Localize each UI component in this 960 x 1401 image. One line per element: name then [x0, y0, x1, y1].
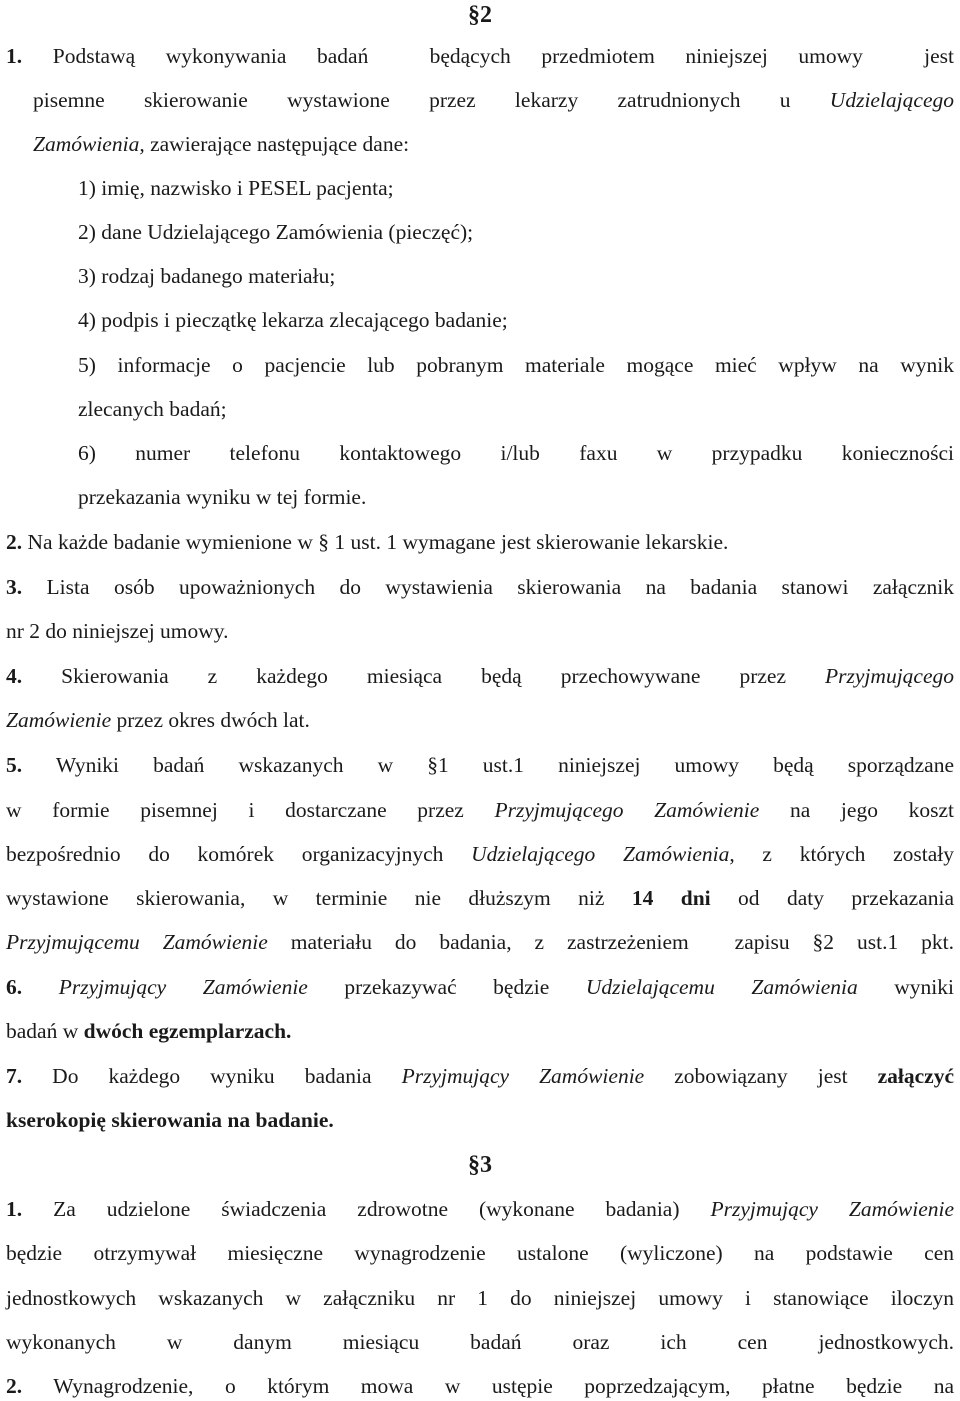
list-item-6-cont: przekazania wyniku w tej formie.	[78, 485, 367, 509]
text: Wyniki badań wskazanych w §1 ust.1 niniejszej umowy będą sporządzane	[55, 753, 954, 777]
paragraph-7-line-2: kserokopię skierowania na badanie.	[6, 1108, 334, 1132]
paragraph-number: 2.	[6, 1374, 23, 1398]
paragraph-1-line-1	[6, 41, 954, 71]
text-italic: Przyjmujący Zamówienie	[58, 975, 308, 999]
text: bezpośrednio do komórek organizacyjnych	[6, 842, 472, 866]
text-bold: 14 dni	[631, 886, 711, 910]
text-italic: Przyjmującego Zamówienie	[494, 798, 760, 822]
paragraph-2	[6, 527, 954, 557]
list-item-5: 5) informacje o pacjencie lub pobranym materiale mogące mieć wpływ na wynik	[78, 353, 954, 377]
section3-paragraph-1-line-3: jednostkowych wskazanych w załączniku nr 1 do niniejszej umowy i stanowiące iloczyn	[6, 1286, 954, 1310]
section3-paragraph-1-line-4: wykonanych w danym miesiącu badań oraz ich cen jednostkowych.	[6, 1330, 954, 1354]
text-italic: Przyjmujący Zamówienie	[401, 1064, 645, 1088]
paragraph-3-line-2: nr 2 do niniejszej umowy.	[6, 619, 229, 643]
list-item-6: 6) numer telefonu kontaktowego i/lub faxu w przypadku konieczności	[78, 441, 954, 465]
paragraph-5-line-2	[6, 795, 954, 825]
paragraph-number: 6.	[6, 975, 23, 999]
text: Do każdego wyniku badania	[52, 1064, 402, 1088]
text-italic: Udzielającego Zamówienia	[471, 842, 730, 866]
section3-paragraph-2-line-1	[6, 1371, 954, 1401]
text: przekazywać będzie	[307, 975, 586, 999]
list-item-1: 1) imię, nazwisko i PESEL pacjenta;	[78, 176, 394, 200]
text: wyniki	[857, 975, 955, 999]
paragraph-5-line-5	[6, 927, 954, 957]
list-item-2: 2) dane Udzielającego Zamówienia (pieczęć);	[78, 220, 474, 244]
text: przez okres dwóch lat.	[111, 708, 310, 732]
text-italic: Zamówienie	[6, 708, 112, 732]
text: na jego koszt	[759, 798, 955, 822]
text-italic: Przyjmującego	[825, 664, 954, 688]
paragraph-5-line-4	[6, 883, 954, 913]
text-bold: dwóch egzemplarzach.	[83, 1019, 292, 1043]
text: w formie pisemnej i dostarczane przez	[6, 798, 495, 822]
section3-paragraph-1-line-2: będzie otrzymywał miesięczne wynagrodzenie ustalone (wyliczone) na podstawie cen	[6, 1241, 954, 1265]
paragraph-6-line-1	[6, 972, 954, 1002]
paragraph-5-line-3	[6, 839, 954, 869]
paragraph-number: 4.	[6, 664, 23, 688]
list-item-5-cont: zlecanych badań;	[78, 397, 227, 421]
paragraph-3-line-1	[6, 572, 954, 602]
text: Podstawą wykonywania badań będących przedmiotem niniejszej umowy jest	[52, 44, 954, 68]
text: Skierowania z każdego miesiąca będą przechowywane przez	[61, 664, 826, 688]
paragraph-1-line-3	[33, 129, 954, 159]
text: Za udzielone świadczenia zdrowotne (wykonane badania)	[53, 1197, 711, 1221]
text: zobowiązany jest	[644, 1064, 878, 1088]
paragraph-number: 3.	[6, 575, 23, 599]
text-italic: Przyjmujący Zamówienie	[710, 1197, 955, 1221]
paragraph-number: 7.	[6, 1064, 23, 1088]
text: badań w	[6, 1019, 84, 1043]
paragraph-5-line-1	[6, 750, 954, 780]
text: , z których zostały	[729, 842, 954, 866]
list-item-3: 3) rodzaj badanego materiału;	[78, 264, 336, 288]
text: Na każde badanie wymienione w § 1 ust. 1 wymagane jest skierowanie lekarskie.	[27, 530, 729, 554]
section3-paragraph-1-line-1	[6, 1194, 954, 1224]
text-italic: Przyjmującemu Zamówienie	[6, 930, 268, 954]
text: materiału do badania, z zastrzeżeniem zapisu §2 ust.1 pkt.	[267, 930, 955, 954]
paragraph-number: 1.	[6, 1197, 23, 1221]
paragraph-number: 5.	[6, 753, 23, 777]
paragraph-4-line-1	[6, 661, 954, 691]
text-italic: Udzielającego	[829, 88, 954, 112]
text: od daty przekazania	[710, 886, 955, 910]
text-italic: Zamówienia,	[33, 132, 145, 156]
text-bold: załączyć	[877, 1064, 955, 1088]
text: pisemne skierowanie wystawione przez lekarzy zatrudnionych u	[33, 88, 830, 112]
list-item-4: 4) podpis i pieczątkę lekarza zlecającego badanie;	[78, 308, 508, 332]
paragraph-1-line-2	[33, 85, 954, 115]
paragraph-7-line-1	[6, 1061, 954, 1091]
section-heading-2: §2	[468, 2, 492, 28]
paragraph-4-line-2	[6, 705, 954, 735]
text-italic: Udzielającemu Zamówienia	[585, 975, 858, 999]
paragraph-number: 2.	[6, 530, 23, 554]
paragraph-6-line-2	[6, 1016, 954, 1046]
text: Wynagrodzenie, o którym mowa w ustępie poprzedzającym, płatne będzie na	[53, 1374, 954, 1398]
section-heading-3: §3	[468, 1152, 492, 1178]
text: wystawione skierowania, w terminie nie dłuższym niż	[6, 886, 632, 910]
paragraph-number: 1.	[6, 44, 23, 68]
text: Lista osób upoważnionych do wystawienia skierowania na badania stanowi załącznik	[46, 575, 955, 599]
text: zawierające następujące dane:	[144, 132, 410, 156]
